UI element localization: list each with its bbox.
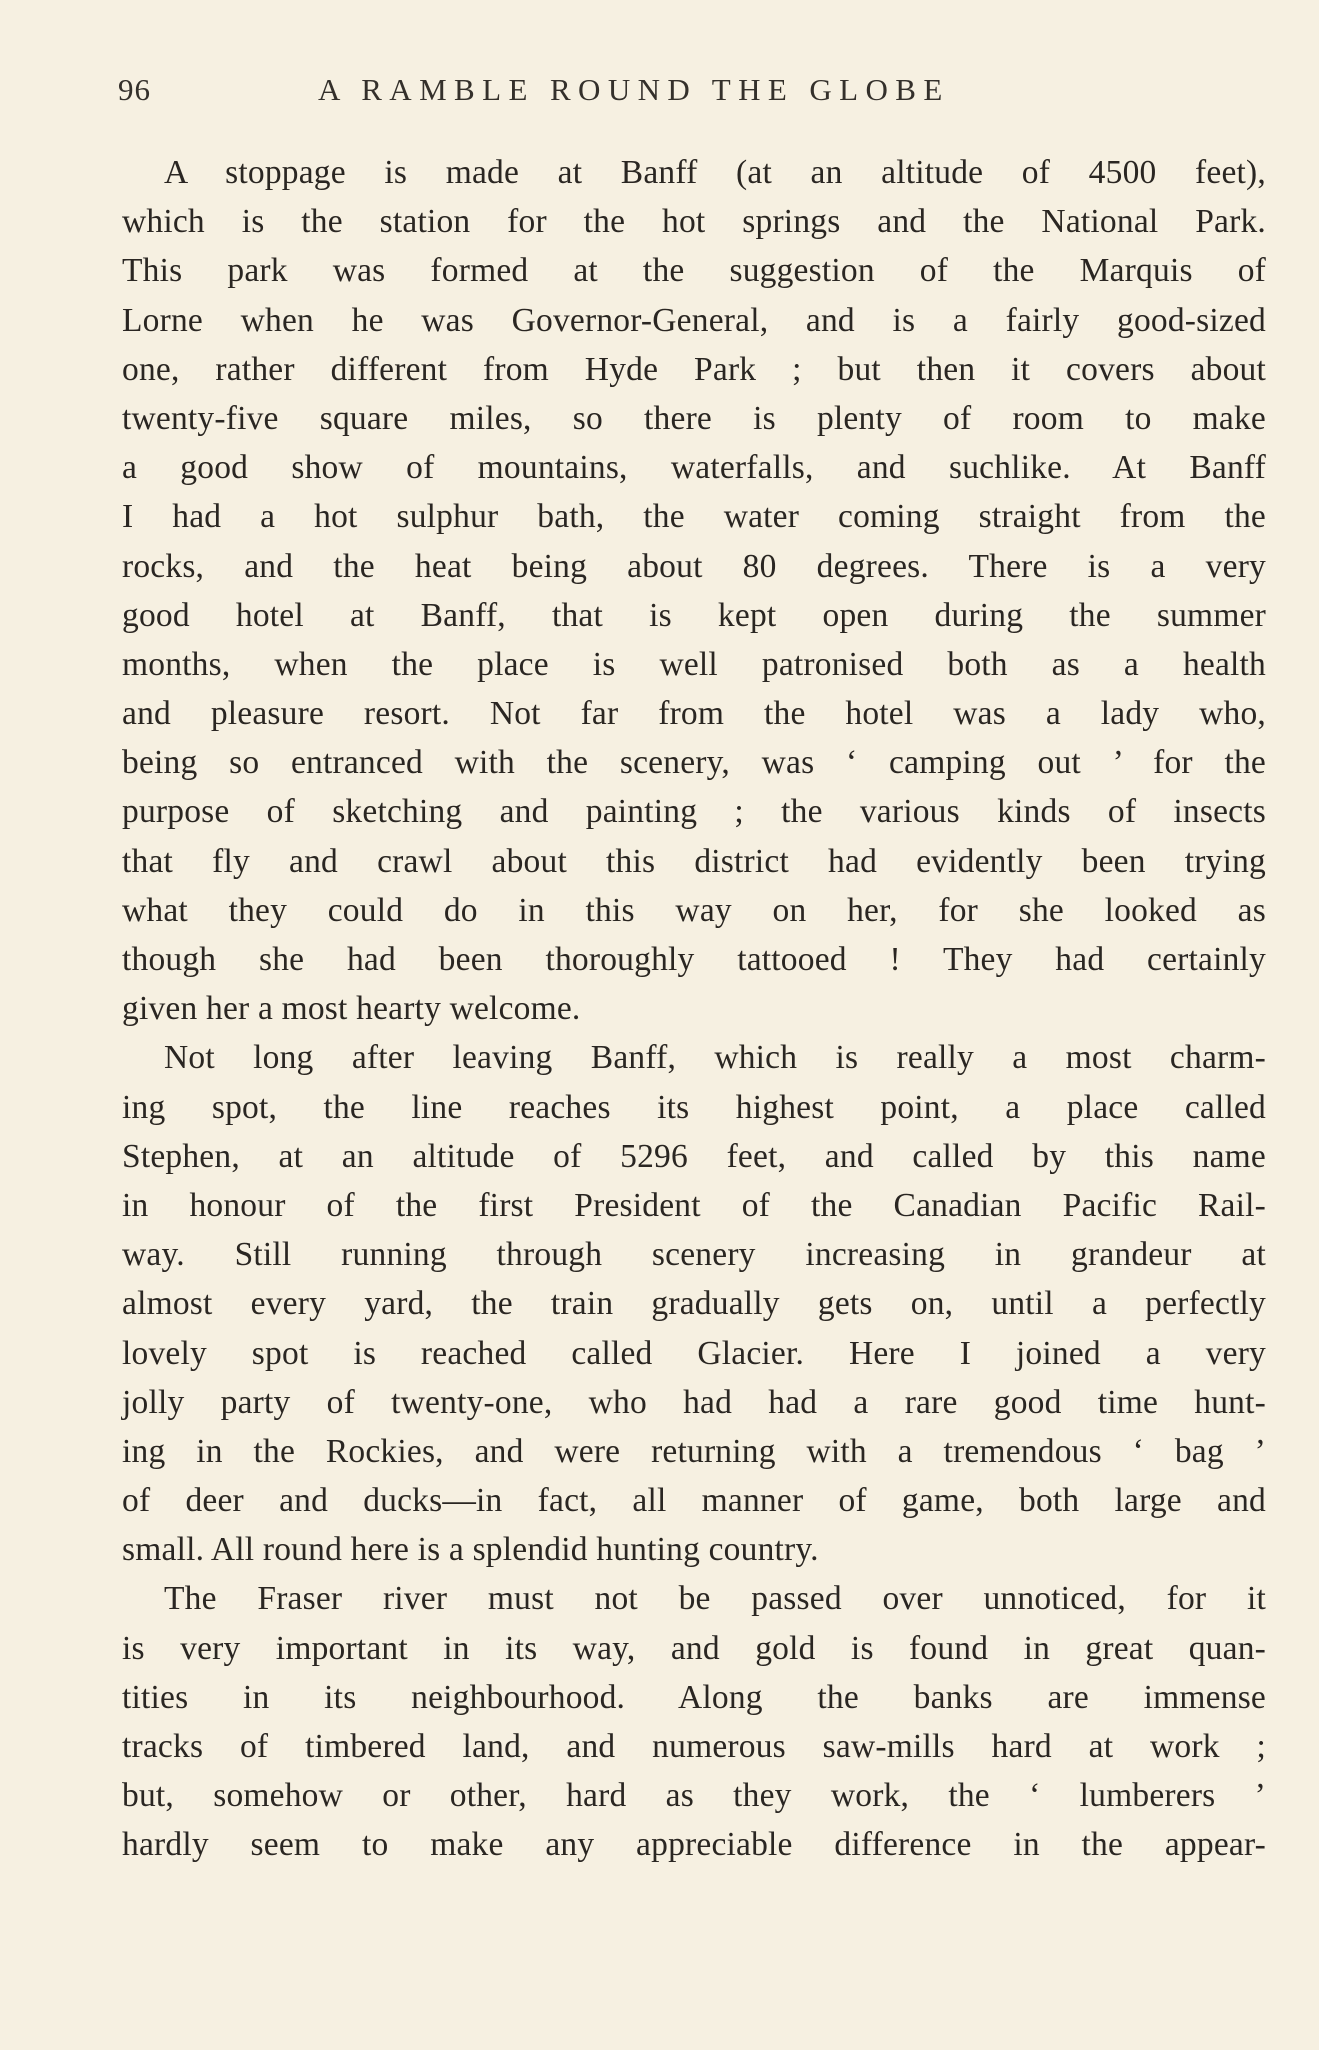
text-line: Stephen, at an altitude of 5296 feet, and called by this name [122,1137,1266,1175]
text-line: I had a hot sulphur bath, the water coming straight from the [122,498,1266,536]
page-number: 96 [118,72,151,107]
text-line: but, somehow or other, hard as they work, the ‘ lumberers ’ [122,1777,1266,1815]
text-line: a good show of mountains, waterfalls, and suchlike. At Banff [122,449,1266,487]
text-line: tities in its neighbourhood. Along the banks are immense [122,1678,1266,1716]
text-line: one, rather different from Hyde Park ; but then it covers about [122,350,1266,388]
text-line: ing spot, the line reaches its highest point, a place called [122,1088,1266,1126]
text-line: way. Still running through scenery increasing in grandeur at [122,1236,1266,1274]
text-line: of deer and ducks—in fact, all manner of game, both large and [122,1482,1266,1520]
text-line: rocks, and the heat being about 80 degrees. There is a very [122,547,1266,585]
paragraph-2 [122,1033,1266,1574]
text-line: small. All round here is a splendid hunting country. [122,1531,819,1569]
running-title: A RAMBLE ROUND THE GLOBE [318,72,950,107]
text-line: which is the station for the hot springs and the National Park. [122,203,1266,241]
paragraph-1 [122,148,1266,1033]
text-line: good hotel at Banff, that is kept open during the summer [122,596,1266,634]
text-line: twenty-five square miles, so there is plenty of room to make [122,399,1266,437]
text-line: tracks of timbered land, and numerous saw-mills hard at work ; [122,1728,1266,1765]
text-line: being so entranced with the scenery, was ‘ camping out ’ for the [122,744,1266,782]
text-line: purpose of sketching and painting ; the various kinds of insects [122,793,1266,831]
text-line: and pleasure resort. Not far from the hotel was a lady who, [122,695,1266,733]
text-line: given her a most hearty welcome. [122,990,581,1028]
text-line: what they could do in this way on her, for she looked as [122,891,1266,929]
text-line: Not long after leaving Banff, which is really a most charm- [164,1039,1266,1077]
text-line: almost every yard, the train gradually gets on, until a perfectly [122,1285,1266,1323]
text-line: though she had been thoroughly tattooed ! They had certainly [122,941,1266,978]
text-line: in honour of the first President of the Canadian Pacific Rail- [122,1186,1266,1224]
text-line: months, when the place is well patronised both as a health [122,645,1266,683]
paragraph-3 [122,1574,1266,1869]
text-line: ing in the Rockies, and were returning with a tremendous ‘ bag ’ [122,1432,1266,1470]
text-line: jolly party of twenty-one, who had had a rare good time hunt- [122,1383,1266,1421]
page-header [118,72,1208,122]
text-line: Lorne when he was Governor-General, and is a fairly good-sized [122,301,1266,339]
text-line: is very important in its way, and gold is found in great quan- [122,1629,1266,1667]
text-line: The Fraser river must not be passed over unnoticed, for it [164,1580,1266,1618]
text-line: that fly and crawl about this district had evidently been trying [122,842,1266,880]
body-text [122,148,1266,1870]
text-line: lovely spot is reached called Glacier. Here I joined a very [122,1334,1266,1372]
text-line: A stoppage is made at Banff (at an altitude of 4500 feet), [164,154,1266,191]
text-line: hardly seem to make any appreciable difference in the appear- [122,1826,1266,1864]
text-line: This park was formed at the suggestion of the Marquis of [122,252,1266,290]
